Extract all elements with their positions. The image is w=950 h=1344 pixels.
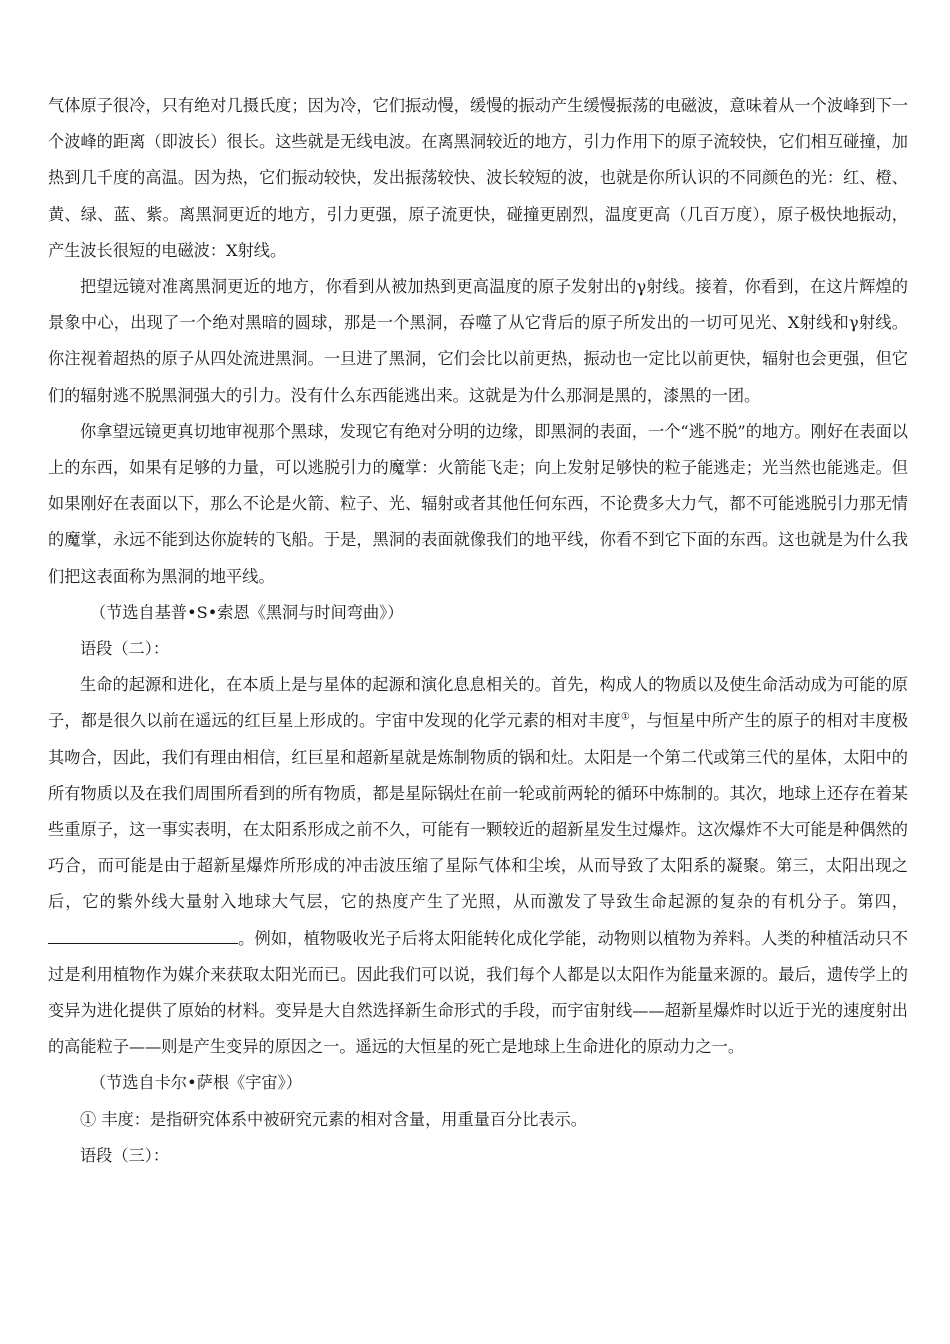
passage1-paragraph-1: 气体原子很冷，只有绝对几摄氏度；因为冷，它们振动慢，缓慢的振动产生缓慢振荡的电磁波，意味着从一个波峰到下一个波峰的距离（即波长）很长。这些就是无线电波。在离黑洞较近的地方，引力作用下的原子流较快，它们相互碰撞，加热到几千度的高温。因为热，它们振动较快，发出振荡较快、波长较短的波，也就是你所认识的不同颜色的光：红、橙、黄、绿、蓝、紫。离黑洞更近的地方，引力更强，原子流更快，碰撞更剧烈，温度更高（几百万度），原子极快地振动，产生波长很短的电磁波：X射线。 xyxy=(48,96,908,260)
passage1-paragraph-2: 把望远镜对准离黑洞更近的地方，你看到从被加热到更高温度的原子发射出的γ射线。接着，你看到，在这片辉煌的景象中心，出现了一个绝对黑暗的圆球，那是一个黑洞，吞噬了从它背后的原子所发出的一切可见光、X射线和γ射线。你注视着超热的原子从四处流进黑洞。一旦进了黑洞，它们会比以前更热，振动也一定比以前更快，辐射也会更强，但它们的辐射逃不脱黑洞强大的引力。没有什么东西能逃出来。这就是为什么那洞是黑的，漆黑的一团。 xyxy=(48,277,908,405)
footnote-mark: ① xyxy=(620,712,630,724)
passage2-source: （节选自卡尔•萨根《宇宙》） xyxy=(90,1073,302,1093)
passage2-text-part1: 生命的起源和进化，在本质上是与星体的起源和演化息息相关的。首先，构成人的物质以及使生命活动成为可能的原子，都是很久以前在遥远的红巨星上形成的。宇宙中发现的化学元素的相对丰度 xyxy=(48,675,908,731)
passage1-paragraph-3: 你拿望远镜更真切地审视那个黑球，发现它有绝对分明的边缘，即黑洞的表面，一个“逃不脱”的地方。刚好在表面以上的东西，如果有足够的力量，可以逃脱引力的魔掌：火箭能飞走；向上发射足够快的粒子能逃走；光当然也能逃走。但如果刚好在表面以下，那么不论是火箭、粒子、光、辐射或者其他任何东西，不论费多大力气，都不可能逃脱引力那无情的魔掌，永远不能到达你旋转的飞船。于是，黑洞的表面就像我们的地平线，你看不到它下面的东西。这也就是为什么我们把这表面称为黑洞的地平线。 xyxy=(48,421,908,586)
document-page xyxy=(48,88,908,1174)
passage2-text-part3: 。例如，植物吸收光子后将太阳能转化成化学能，动物则以植物为养料。人类的种植活动只不过是利用植物作为媒介来获取太阳光而已。因此我们可以说，我们每个人都是以太阳作为能量来源的。最后，遗传学上的变异为进化提供了原始的材料。变异是大自然选择新生命形式的手段，而宇宙射线——超新星爆炸时以近于光的速度射出的高能粒子——则是产生变异的原因之一。遥远的大恒星的死亡是地球上生命进化的原动力之一。 xyxy=(48,928,908,1057)
passage3-label: 语段（三）： xyxy=(80,1145,170,1165)
passage2-footnote: ① 丰度：是指研究体系中被研究元素的相对含量，用重量百分比表示。 xyxy=(80,1109,587,1129)
fill-in-blank[interactable] xyxy=(48,921,238,944)
passage2-text-part2: ，与恒星中所产生的原子的相对丰度极其吻合，因此，我们有理由相信，红巨星和超新星就是炼制物质的锅和灶。太阳是一个第二代或第三代的星体，太阳中的所有物质以及在我们周围所看到的所有物质，都是星际锅灶在前一轮或前两轮的循环中炼制的。其次，地球上还存在着某些重原子，这一事实表明，在太阳系形成之前不久，可能有一颗较近的超新星发生过爆炸。这次爆炸不大可能是种偶然的巧合，而可能是由于超新星爆炸所形成的冲击波压缩了星际气体和尘埃，从而导致了太阳系的凝聚。第三，太阳出现之后，它的紫外线大量射入地球大气层，它的热度产生了光照，从而激发了导致生命起源的复杂的有机分子。第四， xyxy=(48,711,909,912)
passage2-paragraph xyxy=(48,667,908,1065)
passage2-label: 语段（二）： xyxy=(80,639,170,659)
passage1-source: （节选自基普•S•索恩《黑洞与时间弯曲》） xyxy=(90,602,404,622)
